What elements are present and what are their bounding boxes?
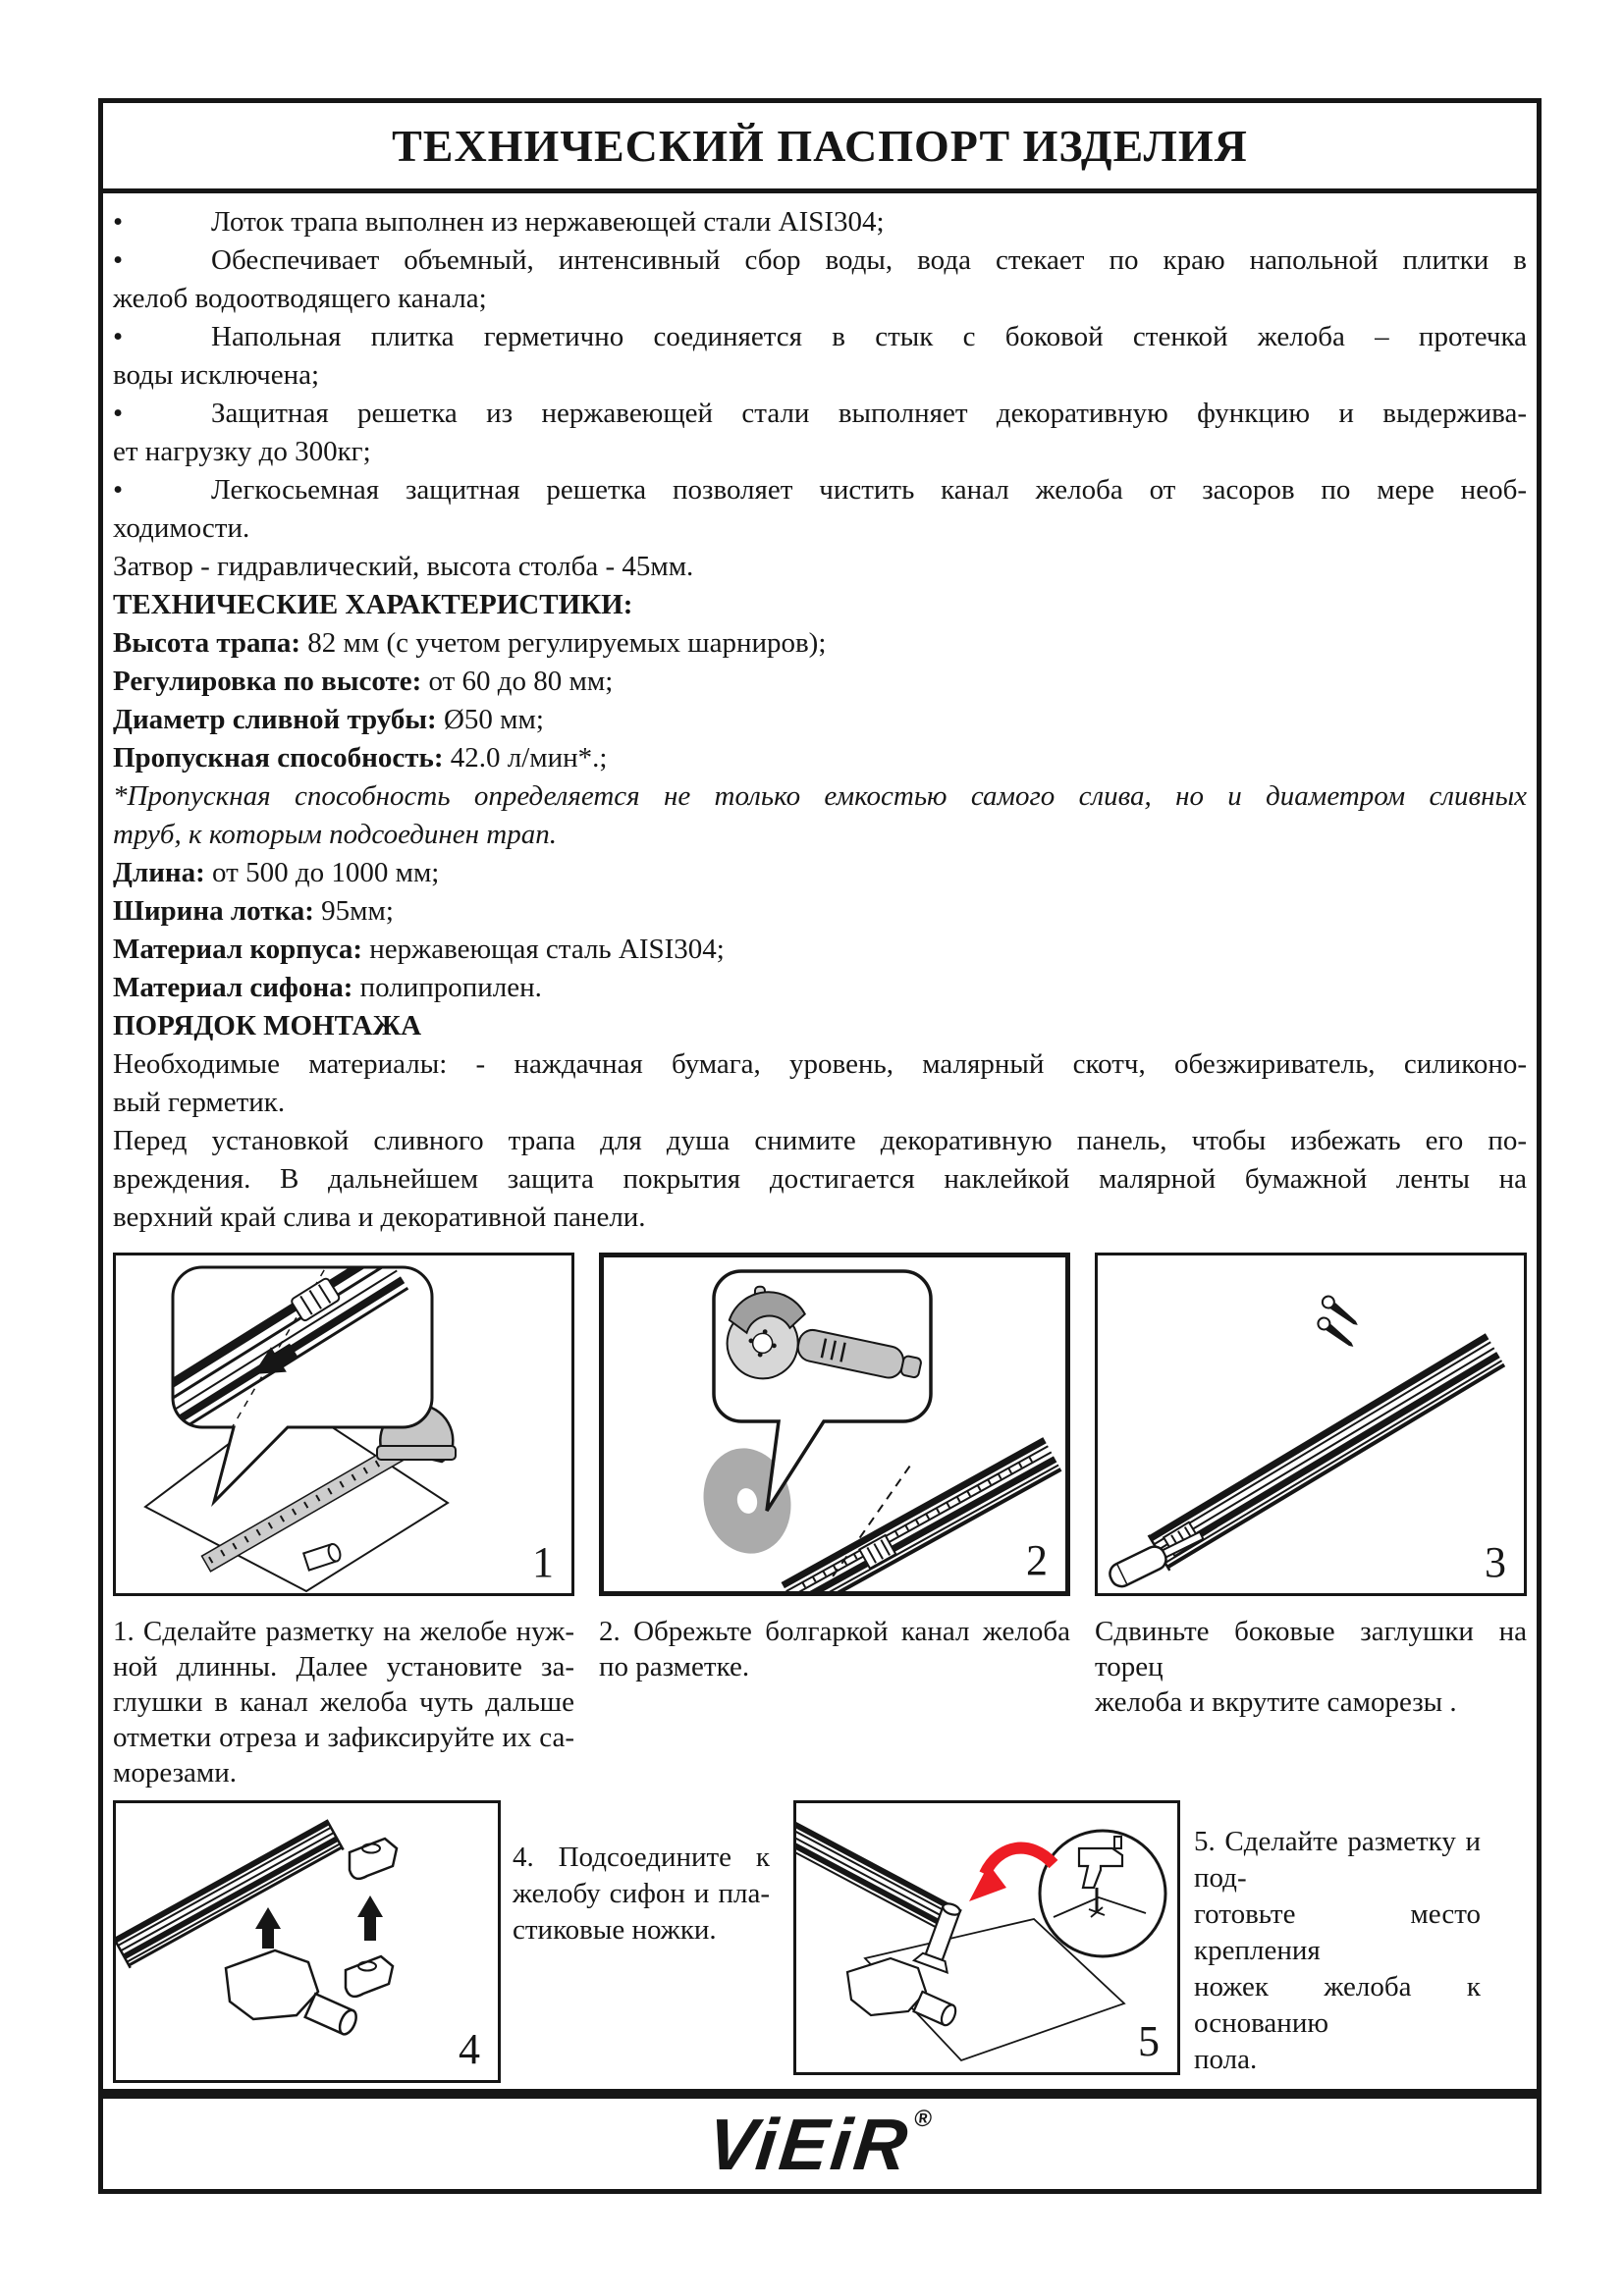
figure-number: 3 (1485, 1538, 1506, 1586)
figures-row-1 (113, 1253, 1527, 1790)
text-line: вый герметик. (113, 1087, 286, 1118)
text-line: Обеспечивает объемный, интенсивный сбор воды, вода стекает по краю напольной плитки в (211, 244, 1527, 276)
siphon-icon (226, 1950, 359, 2037)
figure-3-column (1095, 1253, 1527, 1790)
document-frame (98, 98, 1542, 2094)
text-line: желоб водоотводящего канала; (113, 283, 487, 314)
caption-line: по разметке. (599, 1651, 750, 1682)
logo-text: ViEiR (703, 2103, 914, 2185)
paragraph-bullet (113, 318, 1527, 395)
spec-label: Материал сифона: (113, 972, 353, 1003)
paragraph-labeled: Диаметр сливной трубы: Ø50 мм; (113, 704, 544, 735)
caption-line: желоба и вкрутите саморезы . (1095, 1686, 1457, 1718)
vieir-logo (703, 2103, 937, 2185)
text-line (113, 318, 1527, 356)
figure-1-caption (113, 1614, 574, 1790)
text-line: вреждения. В дальнейшем защита покрытия достигается наклейкой малярной бумажной ленты на (113, 1163, 1527, 1195)
figure-number: 2 (1026, 1536, 1048, 1584)
bullet-icon: • (113, 474, 124, 506)
text-line (113, 395, 1527, 433)
text-line (113, 471, 1527, 509)
plastic-foot-icon (346, 1956, 393, 1997)
paragraph-labeled: Регулировка по высоте: от 60 до 80 мм; (113, 666, 614, 697)
bullet-icon: • (113, 321, 124, 352)
text-line: Напольная плитка герметично соединяется в стык с боковой стенкой желоба – протечка (211, 321, 1527, 352)
caption-line: 4. Подсоедините к (513, 1842, 770, 1873)
plastic-foot-icon (350, 1839, 397, 1879)
text-line: ПОРЯДОК МОНТАЖА (113, 1010, 422, 1041)
drain-channel-icon (796, 1822, 961, 1937)
registered-trademark-icon: ® (912, 2105, 937, 2132)
caption-line: глушки в канал желоба чуть дальше (113, 1686, 574, 1718)
text-line: ТЕХНИЧЕСКИЕ ХАРАКТЕРИСТИКИ: (113, 589, 633, 620)
document-content (103, 193, 1537, 2083)
paragraph-labeled: Материал сифона: полипропилен. (113, 972, 542, 1003)
up-arrow-icon (357, 1896, 383, 1941)
caption-line: пола. (1194, 2044, 1258, 2075)
paragraph-heading (113, 586, 1527, 624)
text-line (113, 203, 1527, 241)
caption-line: стиковые ножки. (513, 1914, 717, 1946)
figure-5-box (793, 1800, 1180, 2075)
caption-line: Сдвиньте боковые заглушки на торец (1095, 1616, 1527, 1682)
figure-2-column (599, 1253, 1070, 1790)
bullet-icon: • (113, 398, 124, 429)
figure-number: 1 (532, 1538, 554, 1586)
text-line: труб, к которым подсоединен трап. (113, 819, 557, 850)
spec-label: Диаметр сливной трубы: (113, 704, 437, 735)
figure-1-box (113, 1253, 574, 1596)
spec-label: Пропускная способность: (113, 742, 444, 774)
spec-label: Регулировка по высоте: (113, 666, 422, 697)
spec-label: Высота трапа: (113, 627, 301, 659)
caption-line: готовьте место крепления (1194, 1898, 1481, 1966)
text-line: ет нагрузку до 300кг; (113, 436, 371, 467)
figure-2-box (599, 1253, 1070, 1596)
figure-1-illustration (116, 1255, 571, 1593)
paragraph-labeled: Ширина лотка: 95мм; (113, 895, 394, 927)
text-line: *Пропускная способность определяется не только емкостью самого слива, но и диаметром сливных (113, 780, 1527, 812)
figure-3-box (1095, 1253, 1527, 1596)
drain-channel-icon (116, 1820, 344, 1968)
caption-line: отметки отреза и зафиксируйте их са- (113, 1722, 574, 1753)
text-line: Защитная решетка из нержавеющей стали выполняет декоративную функцию и выдержива- (211, 398, 1527, 429)
paragraph-plain (113, 1045, 1527, 1122)
up-arrow-icon (255, 1907, 281, 1949)
paragraph-bullet (113, 471, 1527, 548)
figure-number: 5 (1138, 2017, 1160, 2065)
text-line: ходимости. (113, 512, 250, 544)
figure-3-illustration (1098, 1255, 1524, 1593)
paragraph-bullet (113, 241, 1527, 318)
figure-5-caption (1194, 1824, 1481, 2078)
spec-label: Материал корпуса: (113, 934, 363, 965)
text-line (113, 241, 1527, 280)
figure-3-caption (1095, 1614, 1527, 1720)
screws-icon (1308, 1294, 1369, 1351)
text-line: Необходимые материалы: - наждачная бумага, уровень, малярный скотч, обезжириватель, силиконо- (113, 1048, 1527, 1080)
text-line: Затвор - гидравлический, высота столба - 45мм. (113, 551, 694, 582)
text-line: Легкосьемная защитная решетка позволяет чистить канал желоба от засоров по мере необ- (211, 474, 1527, 506)
figure-1-column (113, 1253, 574, 1790)
caption-line: желобу сифон и пла- (513, 1878, 770, 1909)
paragraph-plain (113, 1122, 1527, 1237)
caption-line: морезами. (113, 1757, 238, 1789)
paragraph-bullet (113, 395, 1527, 471)
text-line: Лоток трапа выполнен из нержавеющей стали AISI304; (211, 206, 885, 238)
paragraph-labeled: Пропускная способность: 42.0 л/мин*.; (113, 742, 608, 774)
paragraphs-block (113, 203, 1527, 1237)
caption-line: 5. Сделайте разметку и под- (1194, 1826, 1481, 1894)
caption-line: ножек желоба к основанию (1194, 1971, 1481, 2039)
caption-line: 1. Сделайте разметку на желобе нуж- (113, 1616, 574, 1647)
footer-box (98, 2094, 1542, 2194)
paragraph-plain (113, 548, 1527, 586)
paragraph-labeled: Материал корпуса: нержавеющая сталь AISI304; (113, 934, 725, 965)
bullet-icon: • (113, 244, 124, 276)
paragraph-labeled: Высота трапа: 82 мм (с учетом регулируемых шарниров); (113, 627, 827, 659)
text-line: воды исключена; (113, 359, 320, 391)
caption-line: 2. Обрежьте болгаркой канал желоба (599, 1616, 1070, 1647)
paragraph-labeled: Длина: от 500 до 1000 мм; (113, 857, 440, 888)
title-box (103, 103, 1537, 193)
spec-label: Ширина лотка: (113, 895, 314, 927)
spec-label: Длина: (113, 857, 205, 888)
text-line: верхний край слива и декоративной панели. (113, 1201, 646, 1233)
paragraph-italic (113, 777, 1527, 854)
figures-row-2 (113, 1800, 1527, 2083)
drain-channel-icon (783, 1440, 1060, 1591)
caption-line: ной длинны. Далее установите за- (113, 1651, 574, 1682)
figure-4-illustration (116, 1803, 498, 2080)
paragraph-heading (113, 1007, 1527, 1045)
figure-number: 4 (459, 2025, 480, 2073)
page-title: ТЕХНИЧЕСКИЙ ПАСПОРТ ИЗДЕЛИЯ (392, 121, 1248, 171)
paragraph-bullet (113, 203, 1527, 241)
figure-5-illustration (796, 1803, 1177, 2072)
text-line: Перед установкой сливного трапа для душа снимите декоративную панель, чтобы избежать его по- (113, 1125, 1527, 1156)
bullet-icon: • (113, 206, 124, 238)
figure-4-caption (513, 1840, 770, 1949)
figure-4-box (113, 1800, 501, 2083)
figure-2-illustration (604, 1257, 1065, 1591)
figure-2-caption (599, 1614, 1070, 1684)
